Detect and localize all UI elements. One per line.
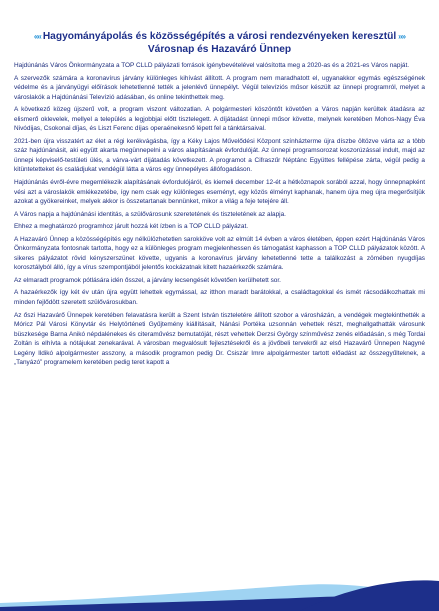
paragraph: A Hazaváró Ünnep a közösségépítés egy nélkülözhetetlen sarokköve volt az elmúlt 14 évben a város életében, éppen ezért Hajdúnánás Város Önkormányzata fontosnak tartotta, hogy ez a különleges program megjelenhessen és támogatást kaphasson a TOP CLLD pályázatok között. A sikeres pályázatot rövid kényszerszünet követte, ugyanis a koronavírus járvány lehetetlenné tette a találkozást a zömében nyugdíjas korosztályból álló, így a vírus szempontjából jelentős kockázatnak kitett hazaérkezők számára.: [14, 235, 425, 272]
paragraph: A hazaérkezők így két év után újra együtt lehettek egymással, az itthon maradt barátokkal, a családtagokkal és ismét rácsodálkozhattak mi minden fejlődött szeretett szülővárosukban.: [14, 289, 425, 307]
paragraph: Hajdúnánás Város Önkormányzata a TOP CLLD pályázati források igénybevételével valósította meg a 2020-as és a 2021-es Város napját.: [14, 62, 410, 69]
title-text-1: Hagyományápolás és közösségépítés a városi rendezvényeken keresztül: [42, 31, 397, 42]
paragraph: A következő közeg újszerű volt, a program viszont változatlan. A polgármesteri köszöntőt követően a Város napján kerültek átadásra az elismerő oklevelek, mellyel a település a legjobbjai előtt tisztelegett. A díjátadást ünnepi műsor követte, melynek keretében Mohos-Nagy Éva Nivódijas, Csokonai díjas, és Liszt Ferenc díjas operaénekesnő lépett fel a tánktársaival.: [14, 106, 425, 133]
title-line-2: Városnap és Hazaváró Ünnep: [147, 44, 292, 55]
paragraph: Az őszi Hazavárő Ünnepek keretében felavatásra került a Szent István tiszteletére állított szobor a városházán, a vendégek megtekinthették a Móricz Pál Városi Könyvtár és Helytörténeti Gyűjtemény kiállításait, Nánási Portéka uzsonnán vehettek részt, meghallgathatták városunk büszkesége Barna Anikó népdalénekes és citeraművész bemutatóját, részt vehettek Derzsi György színművész zenés előadásán, s még Tordai Zoltán is elhívta a nótájukat zenekarával. A városban megvalósult fejlesztésekről és a jövőbeli tervekről az első Hazavárő Ünnepen Nagyné Legény Ildikó alpolgármester asszony, a második programon pedig Dr. Csiszár Imre alpolgármester tartott előadást az összegyűlteknek, a „Tanyázó” programelem keretében pedig teret kapott a: [14, 311, 425, 367]
article-body: [14, 61, 425, 371]
footer-wave-decoration: [0, 541, 439, 611]
title-line-1: [14, 30, 425, 43]
paragraph: Hajdúnánás évről-évre megemlékezik alapításának évfordulójáról, és kiemeli december 12-ét a hétköznapok sorából azzal, hogy ünnepnapként vési azt a városlakók emlékezetébe, így nem csak egy különleges eseményt, egy közös élményt kaphanak, hanem újra meg újra megerősítjük azokat a gyökereinket, melyek akkor is összetartanak bennünket, mikor a világ a feje tetejére áll.: [14, 179, 425, 206]
paragraph: A szervezők számára a koronavírus járvány különleges kihívást állított. A program nem maradhatott el, ugyanakkor egymás egészségének védelme és a járványügyi előírások lehetetlenné tették a jelenlévő ünnepélyt. Végül televíziós műsor készült az ünnepi programról, melyet a városlakók a Hajdúnánási Televízió adásában, és online tekinthettek meg.: [14, 74, 425, 101]
article-title: [14, 30, 425, 56]
paragraph: Ehhez a meghatározó programhoz járult hozzá két ízben is a TOP CLLD pályázat.: [14, 223, 249, 231]
paragraph: 2021-ben újra visszatért az élet a régi kerékvágásba, így a Kéky Lajos Művelődési Központ színházterme újra díszbe öltözve várta az a több száz hajdúnánásit, aki együtt akarta megünnepelni a város alapításának évfordulóját. Az ünnepi programsorozat koszorúzással indult, majd az ünnepi képviselő-testületi ülés, a várva-várt díjátadás következett. A programot a Cifraszűr Néptánc Együttes fellépése zárta, végül pedig a kitüntetetteket és családjukat vendégül látta a város egy ünnepélyes állófogadáson.: [14, 137, 425, 174]
double-chevron-right-icon: »»: [398, 32, 406, 41]
double-chevron-left-icon: ««: [33, 32, 41, 41]
paragraph: A Város napja a hajdúnánási identitás, a szülővárosunk szeretetének és tiszteletének az alapja.: [14, 210, 286, 218]
paragraph: Az elmaradt programok pótlására idén ősszel, a járvány lecsengését követően kerülhetett sor.: [14, 276, 281, 284]
